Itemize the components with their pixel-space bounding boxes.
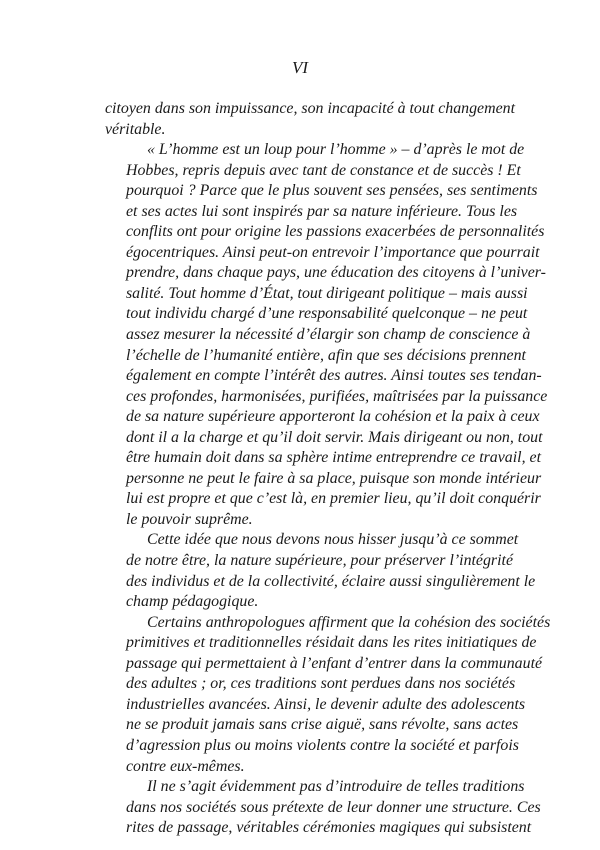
- paragraph: [105, 777, 541, 839]
- text-line: champ pédagogique.: [126, 593, 259, 611]
- text-line: contre eux-mêmes.: [126, 757, 245, 775]
- text-line: citoyen dans son impuissance, son incapacité à tout changement: [105, 100, 515, 117]
- paragraph: [105, 99, 513, 140]
- text-line: d’agression plus ou moins violents contre la société et parfois: [126, 736, 519, 754]
- page-number: VI: [291, 58, 309, 77]
- text-line: de notre être, la nature supérieure, pour préserver l’intégrité: [126, 552, 513, 570]
- text-line: ces profondes, harmonisées, purifiées, maîtrisées par la puissance: [126, 387, 548, 405]
- text-line: salité. Tout homme d’État, tout dirigeant politique – mais aussi: [126, 284, 528, 302]
- text-line: conflits ont pour origine les passions exacerbées de personnalités: [126, 223, 545, 241]
- text-line: des individus et de la collectivité, éclaire aussi singulièrement le: [126, 572, 536, 590]
- text-line: véritable.: [105, 120, 166, 138]
- paragraph: [105, 613, 551, 777]
- text-line: également en compte l’intérêt des autres. Ainsi toutes ses tendan-: [126, 367, 542, 385]
- text-line: de sa nature supérieure apporteront la cohésion et la paix à ceux: [126, 408, 540, 426]
- text-line: ne se produit jamais sans crise aiguë, sans révolte, sans actes: [126, 716, 519, 734]
- text-line: tout individu chargé d’une responsabilité quelconque – ne peut: [126, 305, 528, 323]
- text-line: rites de passage, véritables cérémonies magiques qui subsistent: [126, 819, 532, 837]
- text-line: prendre, dans chaque pays, une éducation des citoyens à l’univer-: [126, 264, 546, 282]
- text-line: dans nos sociétés sous prétexte de leur donner une structure. Ces: [126, 798, 541, 816]
- text-line: passage qui permettaient à l’enfant d’entrer dans la communauté: [126, 654, 543, 672]
- text-line: lui est propre et que c’est là, en premier lieu, qu’il doit conquérir: [126, 490, 541, 508]
- text-line: personne ne peut le faire à sa place, puisque son monde intérieur: [126, 469, 542, 487]
- paragraph: [105, 140, 548, 530]
- text-line: Certains anthropologues affirment que la cohésion des sociétés: [147, 613, 551, 631]
- text-line: Il ne s’agit évidemment pas d’introduire de telles traditions: [147, 778, 525, 796]
- text-line: et ses actes lui sont inspirés par sa nature inférieure. Tous les: [126, 202, 518, 220]
- text-line: le pouvoir suprême.: [126, 510, 253, 528]
- body-text: [105, 99, 551, 839]
- text-line: l’échelle de l’humanité entière, afin que ses décisions prennent: [126, 346, 526, 364]
- text-line: assez mesurer la nécessité d’élargir son champ de conscience à: [126, 326, 531, 344]
- text-line: industrielles avancées. Ainsi, le devenir adulte des adolescents: [126, 695, 526, 713]
- paragraph: [105, 530, 536, 612]
- text-line: « L’homme est un loup pour l’homme » – d’après le mot de: [147, 141, 525, 159]
- text-line: des adultes ; or, ces traditions sont perdues dans nos sociétés: [126, 675, 516, 693]
- text-line: égocentriques. Ainsi peut-on entrevoir l’importance que pourrait: [126, 243, 540, 261]
- text-line: être humain doit dans sa sphère intime entreprendre ce travail, et: [126, 449, 541, 467]
- text-line: Hobbes, repris depuis avec tant de constance et de succès ! Et: [126, 161, 521, 179]
- text-line: Cette idée que nous devons nous hisser jusqu’à ce sommet: [147, 531, 519, 549]
- text-line: dont il a la charge et qu’il doit servir. Mais dirigeant ou non, tout: [126, 428, 543, 446]
- text-line: pourquoi ? Parce que le plus souvent ses pensées, ses sentiments: [126, 182, 538, 200]
- text-line: primitives et traditionnelles résidait dans les rites initiatiques de: [126, 634, 537, 652]
